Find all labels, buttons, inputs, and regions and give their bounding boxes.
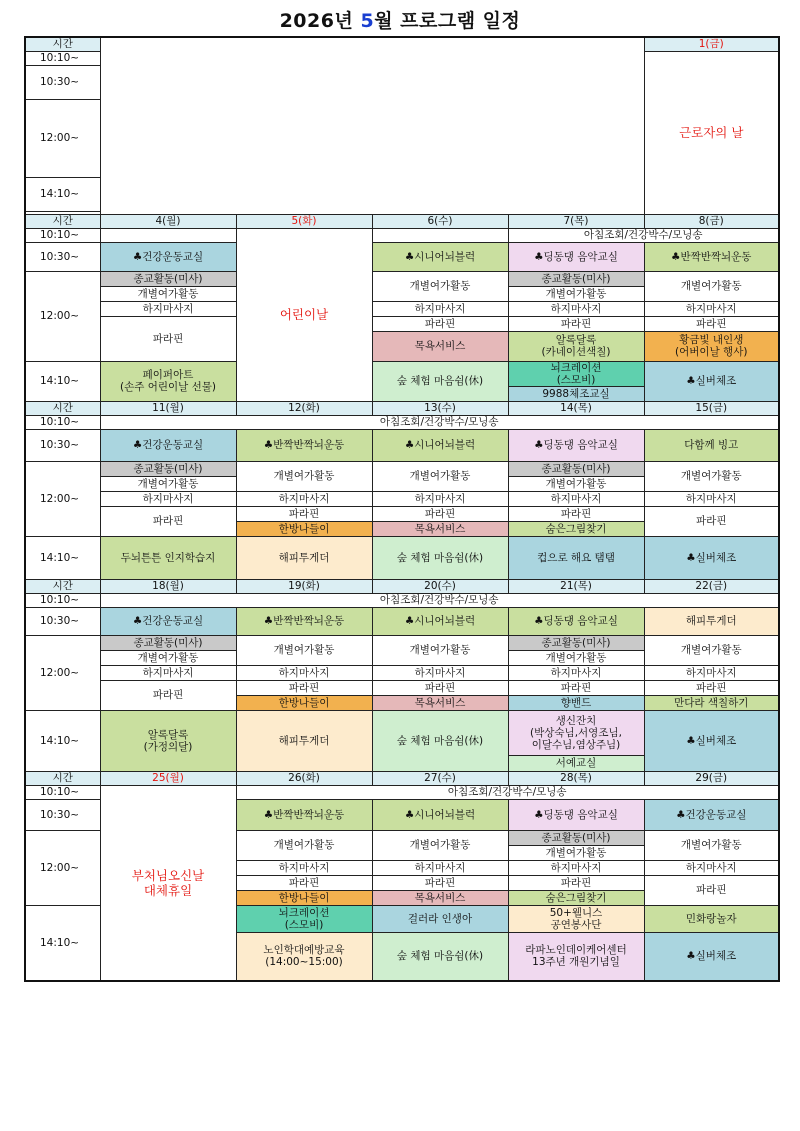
program-cell: 하지마사지 <box>644 665 779 680</box>
time-label: 12:00~ <box>25 461 100 536</box>
program-cell: 종교활동(미사) <box>508 635 644 650</box>
program-cell: 개별여가활동 <box>236 461 372 491</box>
program-cell: 하지마사지 <box>644 860 779 875</box>
program-cell: 개별여가활동 <box>644 461 779 491</box>
date-header: 20(수) <box>372 579 508 593</box>
program-cell: 개별여가활동 <box>644 830 779 860</box>
program-cell: 숲 체험 마음쉼(休) <box>372 361 508 401</box>
morning-routine: 아침조회/건강박수/모닝송 <box>100 415 779 429</box>
time-label: 10:10~ <box>25 51 100 65</box>
time-label: 14:10~ <box>25 177 100 211</box>
program-cell: ♣반짝반짝뇌운동 <box>644 242 779 271</box>
program-cell: 황금빛 내인생 (어버이날 행사) <box>644 331 779 361</box>
program-cell: 서예교실 <box>508 755 644 771</box>
time-header: 시간 <box>25 37 100 51</box>
program-cell: ♣시니어뇌블럭 <box>372 799 508 830</box>
time-label: 14:10~ <box>25 905 100 981</box>
program-cell: 뇌크레이션 (스모비) <box>508 361 644 386</box>
program-cell: 숨은그림찾기 <box>508 521 644 536</box>
program-cell: 페이퍼아트 (손주 어린이날 선물) <box>100 361 236 401</box>
program-cell: 개별여가활동 <box>644 635 779 665</box>
program-cell: 알록달록 (카네이션색칠) <box>508 331 644 361</box>
time-label: 10:10~ <box>25 228 100 242</box>
program-cell: 파라핀 <box>100 316 236 361</box>
program-cell: 개별여가활동 <box>372 635 508 665</box>
program-cell: 하지마사지 <box>508 491 644 506</box>
program-cell: 목욕서비스 <box>372 331 508 361</box>
date-header: 18(월) <box>100 579 236 593</box>
program-cell: 노인학대예방교육 (14:00~15:00) <box>236 932 372 981</box>
time-label: 12:00~ <box>25 635 100 710</box>
program-cell: 파라핀 <box>372 875 508 890</box>
morning-routine: 아침조회/건강박수/모닝송 <box>236 785 779 799</box>
program-cell: 하지마사지 <box>508 665 644 680</box>
time-label: 10:10~ <box>25 593 100 607</box>
program-cell: ♣반짝반짝뇌운동 <box>236 429 372 461</box>
program-cell: 하지마사지 <box>100 665 236 680</box>
program-cell: 개별여가활동 <box>372 271 508 301</box>
empty-area <box>100 37 644 214</box>
date-header: 1(금) <box>644 37 779 51</box>
program-cell: 종교활동(미사) <box>508 830 644 845</box>
program-cell: 하지마사지 <box>100 301 236 316</box>
program-cell: 걸러라 인생아 <box>372 905 508 932</box>
program-cell: 한방나들이 <box>236 521 372 536</box>
date-header: 26(화) <box>236 771 372 785</box>
date-header: 22(금) <box>644 579 779 593</box>
buddha-birthday-holiday: 부처님오신날 대체휴일 <box>100 785 236 981</box>
program-cell: ♣딩동댕 음악교실 <box>508 799 644 830</box>
program-cell: 파라핀 <box>644 316 779 331</box>
program-cell: ♣시니어뇌블럭 <box>372 429 508 461</box>
program-cell: 파라핀 <box>100 506 236 536</box>
program-cell: 한방나들이 <box>236 695 372 710</box>
program-cell: 50+웰니스 공연봉사단 <box>508 905 644 932</box>
program-cell: ♣실버체조 <box>644 932 779 981</box>
program-cell: 민화랑놀자 <box>644 905 779 932</box>
program-cell: 해피투게더 <box>236 536 372 579</box>
program-cell: ♣딩동댕 음악교실 <box>508 429 644 461</box>
date-header: 8(금) <box>644 214 779 228</box>
time-label: 10:30~ <box>25 65 100 99</box>
time-label: 10:30~ <box>25 607 100 635</box>
program-cell: 파라핀 <box>372 680 508 695</box>
date-header: 27(수) <box>372 771 508 785</box>
program-cell: ♣건강운동교실 <box>644 799 779 830</box>
time-header: 시간 <box>25 401 100 415</box>
time-label: 12:00~ <box>25 271 100 361</box>
program-cell: 개별여가활동 <box>100 650 236 665</box>
program-cell: 파라핀 <box>236 875 372 890</box>
program-cell: 개별여가활동 <box>372 830 508 860</box>
time-header: 시간 <box>25 579 100 593</box>
program-cell: 종교활동(미사) <box>508 461 644 476</box>
program-cell: ♣건강운동교실 <box>100 607 236 635</box>
program-cell: 두뇌튼튼 인지학습지 <box>100 536 236 579</box>
page-title: 2026년 5월 프로그램 일정 <box>279 10 521 32</box>
program-cell: 파라핀 <box>100 680 236 710</box>
program-cell: 해피투게더 <box>236 710 372 771</box>
program-cell: 종교활동(미사) <box>508 271 644 286</box>
date-header: 11(월) <box>100 401 236 415</box>
program-cell: 목욕서비스 <box>372 890 508 905</box>
program-cell: ♣실버체조 <box>644 361 779 401</box>
program-cell: 하지마사지 <box>644 301 779 316</box>
program-cell: 파라핀 <box>508 875 644 890</box>
date-header: 19(화) <box>236 579 372 593</box>
program-cell: 목욕서비스 <box>372 695 508 710</box>
time-label: 10:30~ <box>25 429 100 461</box>
program-cell: 파라핀 <box>372 316 508 331</box>
date-header: 28(목) <box>508 771 644 785</box>
program-cell: 한방나들이 <box>236 890 372 905</box>
program-cell: 숲 체험 마음쉼(休) <box>372 932 508 981</box>
time-label: 10:10~ <box>25 415 100 429</box>
program-cell: 개별여가활동 <box>100 476 236 491</box>
date-header: 21(목) <box>508 579 644 593</box>
date-header: 25(월) <box>100 771 236 785</box>
program-cell: 파라핀 <box>508 316 644 331</box>
program-cell: 파라핀 <box>644 680 779 695</box>
program-cell: 다함께 빙고 <box>644 429 779 461</box>
program-cell: 개별여가활동 <box>236 830 372 860</box>
program-cell: 하지마사지 <box>508 860 644 875</box>
program-cell: 파라핀 <box>644 506 779 536</box>
program-cell: 컵으로 해요 탬탬 <box>508 536 644 579</box>
program-cell: 개별여가활동 <box>372 461 508 491</box>
program-cell: ♣반짝반짝뇌운동 <box>236 799 372 830</box>
morning-routine: 아침조회/건강박수/모닝송 <box>100 593 779 607</box>
program-cell: ♣건강운동교실 <box>100 242 236 271</box>
program-cell: 파라핀 <box>372 506 508 521</box>
program-cell: ♣시니어뇌블럭 <box>372 242 508 271</box>
schedule-table <box>24 36 780 982</box>
program-cell: 하지마사지 <box>508 301 644 316</box>
time-header: 시간 <box>25 771 100 785</box>
program-cell: 개별여가활동 <box>644 271 779 301</box>
program-cell: 하지마사지 <box>372 491 508 506</box>
program-cell: 파라핀 <box>508 506 644 521</box>
time-label: 14:10~ <box>25 710 100 771</box>
program-cell: 하지마사지 <box>644 491 779 506</box>
program-cell: 개별여가활동 <box>508 845 644 860</box>
program-cell: 숲 체험 마음쉼(休) <box>372 710 508 771</box>
program-cell: 종교활동(미사) <box>100 461 236 476</box>
date-header: 29(금) <box>644 771 779 785</box>
program-cell: 개별여가활동 <box>508 286 644 301</box>
date-header: 15(금) <box>644 401 779 415</box>
time-label: 12:00~ <box>25 830 100 905</box>
time-header: 시간 <box>25 214 100 228</box>
program-cell: 9988체조교실 <box>508 386 644 401</box>
time-label: 10:30~ <box>25 799 100 830</box>
program-cell: ♣반짝반짝뇌운동 <box>236 607 372 635</box>
program-cell: 파라핀 <box>236 680 372 695</box>
program-cell: 만다라 색칠하기 <box>644 695 779 710</box>
date-header: 12(화) <box>236 401 372 415</box>
program-cell: ♣딩동댕 음악교실 <box>508 242 644 271</box>
program-cell: 해피투게더 <box>644 607 779 635</box>
program-cell: 하지마사지 <box>100 491 236 506</box>
program-cell: 라파노인데이케어센터 13주년 개원기념일 <box>508 932 644 981</box>
program-cell: 개별여가활동 <box>508 650 644 665</box>
program-cell: 하지마사지 <box>372 665 508 680</box>
program-cell: 하지마사지 <box>236 491 372 506</box>
program-cell: 알록달록 (가정의달) <box>100 710 236 771</box>
program-cell: 하지마사지 <box>236 860 372 875</box>
program-cell: 파라핀 <box>644 875 779 905</box>
labor-day: 근로자의 날 <box>644 51 779 214</box>
program-cell: ♣실버체조 <box>644 710 779 771</box>
time-label: 14:10~ <box>25 361 100 401</box>
program-cell: 숨은그림찾기 <box>508 890 644 905</box>
program-cell: 파라핀 <box>236 506 372 521</box>
date-header: 4(월) <box>100 214 236 228</box>
program-cell: 하지마사지 <box>236 665 372 680</box>
childrens-day: 어린이날 <box>236 228 372 401</box>
program-cell: 향밴드 <box>508 695 644 710</box>
program-cell: 하지마사지 <box>372 860 508 875</box>
program-cell: 파라핀 <box>508 680 644 695</box>
date-header: 5(화) <box>236 214 372 228</box>
program-cell: 종교활동(미사) <box>100 271 236 286</box>
program-cell: 뇌크레이션 (스모비) <box>236 905 372 932</box>
program-cell: ♣실버체조 <box>644 536 779 579</box>
date-header: 7(목) <box>508 214 644 228</box>
time-label: 10:10~ <box>25 785 100 799</box>
time-label: 12:00~ <box>25 99 100 177</box>
program-cell: 하지마사지 <box>372 301 508 316</box>
program-cell: 목욕서비스 <box>372 521 508 536</box>
morning-routine: 아침조회/건강박수/모닝송 <box>508 228 779 242</box>
program-cell: 개별여가활동 <box>100 286 236 301</box>
program-cell: ♣건강운동교실 <box>100 429 236 461</box>
program-cell: 종교활동(미사) <box>100 635 236 650</box>
date-header: 6(수) <box>372 214 508 228</box>
program-cell: 숲 체험 마음쉼(休) <box>372 536 508 579</box>
time-label: 14:10~ <box>25 536 100 579</box>
program-cell: ♣딩동댕 음악교실 <box>508 607 644 635</box>
program-cell: 개별여가활동 <box>236 635 372 665</box>
program-cell: ♣시니어뇌블럭 <box>372 607 508 635</box>
date-header: 13(수) <box>372 401 508 415</box>
time-label: 10:30~ <box>25 242 100 271</box>
date-header: 14(목) <box>508 401 644 415</box>
program-cell: 개별여가활동 <box>508 476 644 491</box>
program-cell: 생신잔치 (박상숙님,서영조님, 이달수님,염상주님) <box>508 710 644 755</box>
